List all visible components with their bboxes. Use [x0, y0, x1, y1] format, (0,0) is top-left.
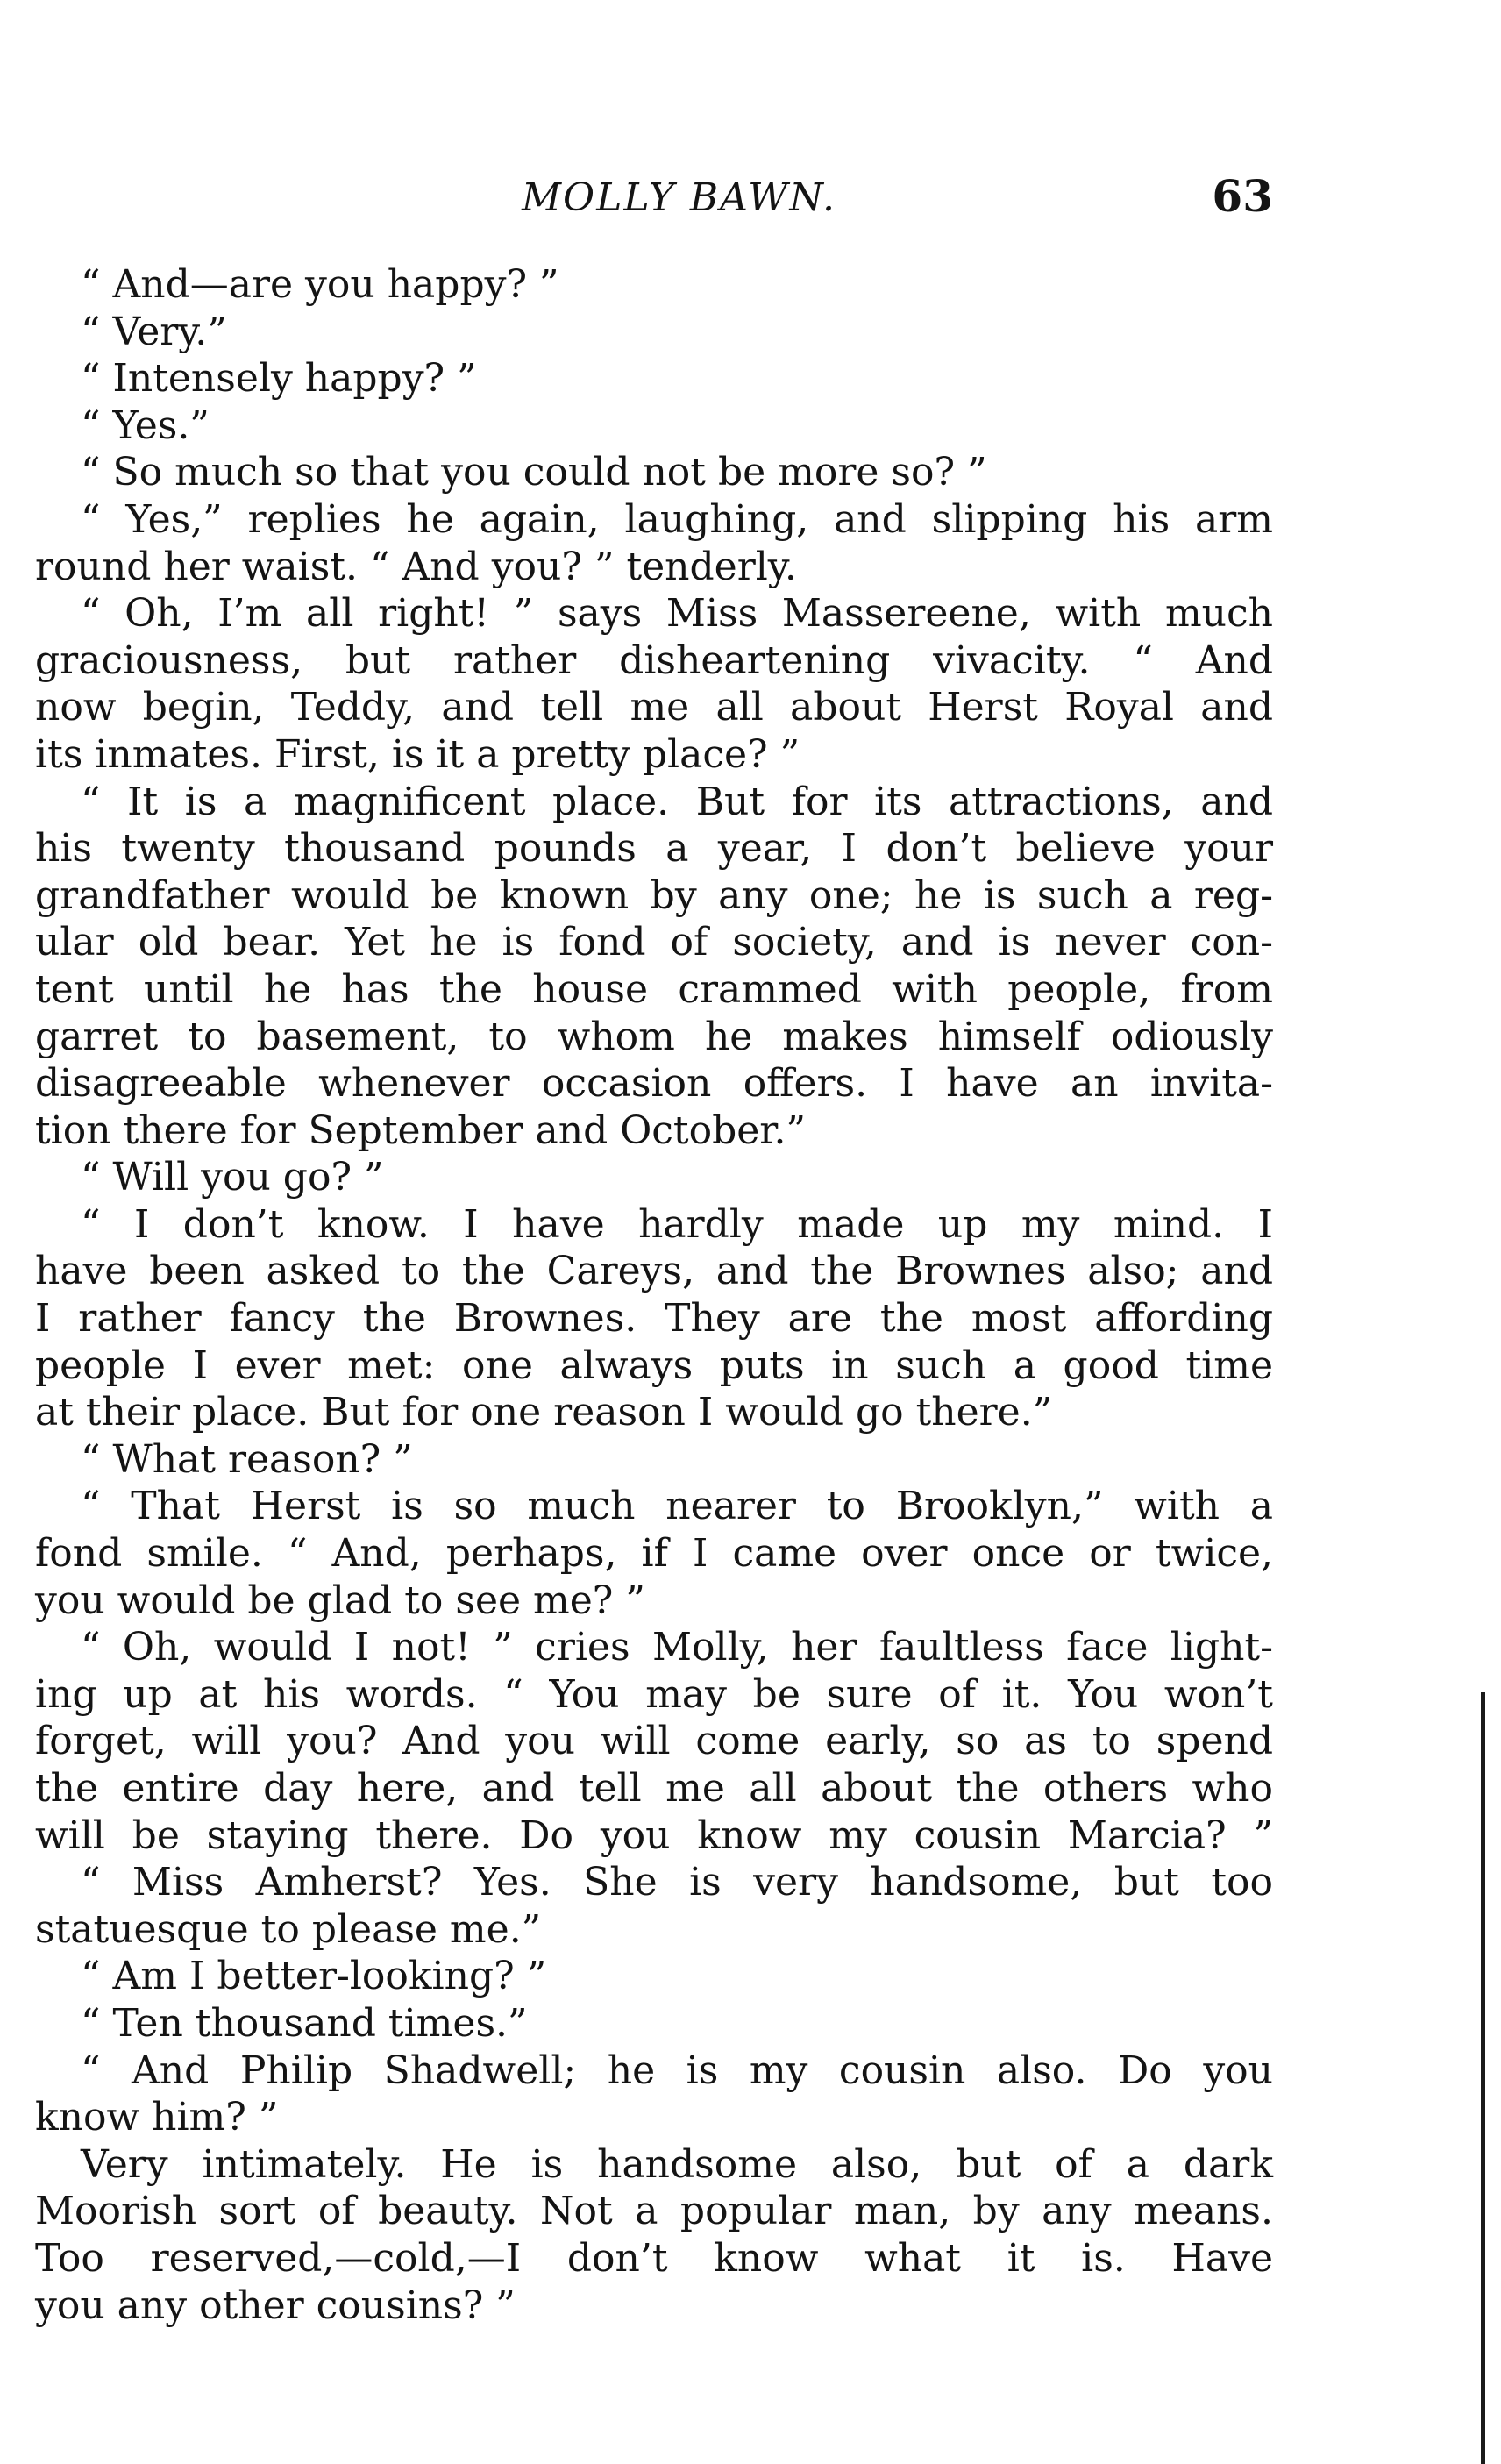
- text-line: its inmates. First, is it a pretty place? ”: [35, 731, 800, 777]
- text-line: tent until he has the house crammed with people, from: [35, 966, 1273, 1012]
- text-line: have been asked to the Careys, and the Brownes also; and: [35, 1249, 1273, 1294]
- text-line: now begin, Teddy, and tell me all about Herst Royal and: [35, 685, 1273, 730]
- text-line: “ Will you go? ”: [81, 1155, 384, 1200]
- text-line: statuesque to please me.”: [35, 1906, 542, 1952]
- text-line: “ Oh, I’m all right! ” says Miss Massereene, with much: [81, 591, 1273, 637]
- text-line: “ And—are you happy? ”: [81, 262, 559, 307]
- text-line: you any other cousins? ”: [35, 2282, 516, 2328]
- text-line: forget, will you? And you will come early, so as to spend: [35, 1719, 1273, 1764]
- binding-edge-rule: [1481, 1692, 1485, 2464]
- text-line: ing up at his words. “ You may be sure of it. You won’t: [35, 1671, 1273, 1717]
- text-line: disagreeable whenever occasion offers. I have an invita-: [35, 1061, 1273, 1107]
- text-line: tion there for September and October.”: [35, 1107, 806, 1153]
- text-line: I rather fancy the Brownes. They are the most affording: [35, 1296, 1273, 1342]
- text-line: grandfather would be known by any one; he is such a reg-: [35, 872, 1273, 918]
- text-line: “ Yes.”: [81, 402, 210, 448]
- text-line: people I ever met: one always puts in such a good time: [35, 1342, 1273, 1388]
- text-line: at their place. But for one reason I would go there.”: [35, 1390, 1053, 1435]
- text-line: fond smile. “ And, perhaps, if I came over once or twice,: [35, 1531, 1273, 1577]
- text-line: you would be glad to see me? ”: [35, 1577, 645, 1623]
- body-text: [35, 261, 1273, 2329]
- text-line: will be staying there. Do you know my cousin Marcia? ”: [35, 1812, 1273, 1858]
- text-line: garret to basement, to whom he makes himself odiously: [35, 1014, 1273, 1059]
- text-line: “ It is a magnificent place. But for its attractions, and: [81, 779, 1273, 824]
- text-line: “ And Philip Shadwell; he is my cousin also. Do you: [81, 2047, 1273, 2093]
- text-line: “ What reason? ”: [81, 1436, 413, 1482]
- text-line: know him? ”: [35, 2095, 279, 2140]
- page-header: [35, 170, 1273, 237]
- text-line: round her waist. “ And you? ” tenderly.: [35, 544, 797, 589]
- text-line: “ Very.”: [81, 309, 227, 354]
- text-line: Very intimately. He is handsome also, but of a dark: [81, 2141, 1273, 2187]
- text-line: “ Ten thousand times.”: [81, 2000, 528, 2046]
- text-line: “ Am I better-looking? ”: [81, 1954, 547, 1999]
- text-line: his twenty thousand pounds a year, I don’t believe your: [35, 826, 1273, 872]
- text-line: “ Oh, would I not! ” cries Molly, her faultless face light-: [81, 1625, 1273, 1670]
- text-line: “ Intensely happy? ”: [81, 356, 477, 402]
- text-line: “ I don’t know. I have hardly made up my mind. I: [81, 1201, 1273, 1247]
- text-line: Moorish sort of beauty. Not a popular man, by any means.: [35, 2189, 1273, 2234]
- text-line: “ So much so that you could not be more so? ”: [81, 450, 987, 495]
- running-title: MOLLY BAWN.: [522, 175, 837, 220]
- text-line: “ That Herst is so much nearer to Brooklyn,” with a: [81, 1484, 1273, 1529]
- text-line: Too reserved,—cold,—I don’t know what it is. Have: [35, 2235, 1273, 2281]
- text-line: “ Miss Amherst? Yes. She is very handsome, but too: [81, 1860, 1273, 1905]
- text-line: the entire day here, and tell me all about the others who: [35, 1766, 1273, 1811]
- text-line: ular old bear. Yet he is fond of society, and is never con-: [35, 920, 1273, 965]
- text-line: graciousness, but rather disheartening vivacity. “ And: [35, 637, 1273, 683]
- page-number: 63: [1212, 170, 1273, 222]
- text-line: “ Yes,” replies he again, laughing, and slipping his arm: [81, 496, 1273, 542]
